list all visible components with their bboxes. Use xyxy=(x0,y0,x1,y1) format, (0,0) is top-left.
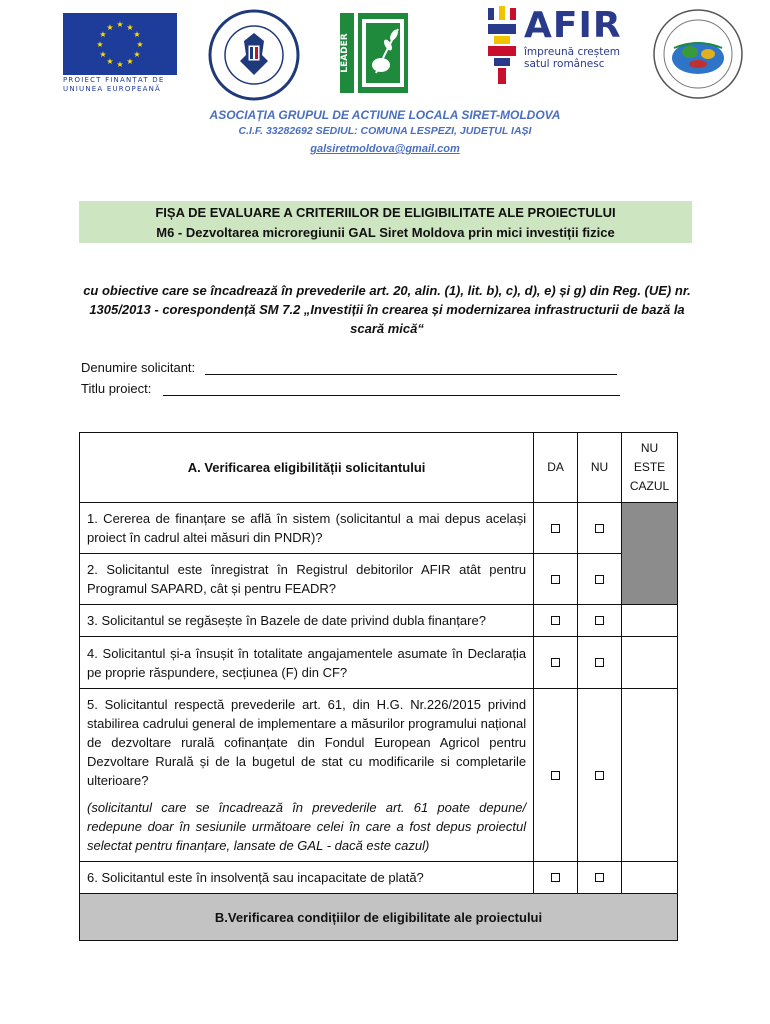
criterion-3-nu-checkbox[interactable] xyxy=(595,616,604,625)
leader-logo xyxy=(340,13,408,93)
svg-text:★: ★ xyxy=(99,30,107,39)
section-a-heading: A. Verificarea eligibilității solicitantului xyxy=(80,433,534,503)
afir-logo xyxy=(524,6,634,70)
section-b-heading-text: B.Verificarea condițiilor de eligibilitate ale proiectului xyxy=(214,909,543,925)
form-title xyxy=(79,201,692,243)
criterion-5-note: (solicitantul care se încadrează în prevederile art. 61 poate depune/ redepune doar în sesiunile următoare celei în care a fost depus proiectul selectat pentru finanțare, lansate de GAL - dacă este cazul) xyxy=(87,800,527,853)
form-subtitle: cu obiective care se încadrează în prevederile art. 20, alin. (1), lit. b), c), d), e) și g) din Reg. (UE) nr. 1305/2013 - corespondență SM 7.2 „Investiții în crearea și modernizarea infrastructurii de bază la scară mică“ xyxy=(83,283,691,336)
criterion-5-da-checkbox[interactable] xyxy=(551,771,560,780)
criterion-1-text: 1. Cererea de finanțare se află în sistem (solicitantul a mai depus același proiect în cadrul altei măsuri din PNDR)? xyxy=(80,503,534,554)
col-na-header: NU ESTE CAZUL xyxy=(622,433,678,503)
criterion-6-nu-checkbox[interactable] xyxy=(595,873,604,882)
col-nu-header: NU xyxy=(578,433,622,503)
criterion-2-nu-checkbox[interactable] xyxy=(595,575,604,584)
afir-mark-icon xyxy=(486,6,518,86)
criterion-4-da-checkbox[interactable] xyxy=(551,658,560,667)
table-row xyxy=(80,605,678,637)
criterion-5-text: 5. Solicitantul respectă prevederile art. 61, din H.G. Nr.226/2015 privind stabilirea cadrului general de implementare a măsurilor programului național de dezvoltare rurală cofinanțate din Fondul European Agricol pentru Dezvoltare Rurală și de la bugetul de stat cu modificarile si completarile ulterioare? xyxy=(87,697,527,788)
criterion-5-nu-checkbox[interactable] xyxy=(595,771,604,780)
afir-tagline-2: satul românesc xyxy=(524,58,605,70)
table-row xyxy=(80,637,678,689)
criterion-3-text: 3. Solicitantul se regăsește în Bazele de date privind dubla finanțare? xyxy=(80,605,534,637)
criterion-1-da-checkbox[interactable] xyxy=(551,524,560,533)
applicant-name-input-line[interactable] xyxy=(205,374,617,375)
svg-text:★: ★ xyxy=(133,50,141,59)
svg-text:★: ★ xyxy=(133,30,141,39)
afir-wordmark: AFIR xyxy=(524,5,622,46)
svg-text:★: ★ xyxy=(116,60,124,69)
gal-siret-moldova-logo xyxy=(652,8,744,100)
table-row xyxy=(80,503,678,554)
criterion-6-text: 6. Solicitantul este în insolvență sau incapacitate de plată? xyxy=(80,862,534,894)
eu-caption: PROIECT FINANȚAT DE UNIUNEA EUROPEANĂ xyxy=(63,76,165,93)
not-applicable-shaded-cell xyxy=(622,503,678,605)
svg-text:★: ★ xyxy=(96,40,104,49)
svg-text:★: ★ xyxy=(106,23,114,32)
criterion-1-nu-checkbox[interactable] xyxy=(595,524,604,533)
table-row xyxy=(80,689,678,862)
organization-cif: C.I.F. 33282692 SEDIUL: COMUNA LESPEZI, JUDEȚUL IAȘI xyxy=(238,125,532,137)
criterion-2-text: 2. Solicitantul este înregistrat în Registrul debitorilor AFIR atât pentru Programul SAPARD, cât și pentru FEADR? xyxy=(80,554,534,605)
criterion-3-da-checkbox[interactable] xyxy=(551,616,560,625)
criterion-5-cell xyxy=(80,689,534,862)
government-seal-logo xyxy=(208,9,300,101)
svg-text:★: ★ xyxy=(99,50,107,59)
svg-text:★: ★ xyxy=(126,23,134,32)
afir-tagline-1: împreună creștem xyxy=(524,46,621,58)
form-title-line-1: FIȘA DE EVALUARE A CRITERIILOR DE ELIGIBILITATE ALE PROIECTULUI xyxy=(155,205,616,220)
criterion-4-nu-checkbox[interactable] xyxy=(595,658,604,667)
svg-text:★: ★ xyxy=(136,40,144,49)
table-row xyxy=(80,862,678,894)
form-title-line-2: M6 - Dezvoltarea microregiunii GAL Siret Moldova prin mici investiții fizice xyxy=(156,225,615,240)
svg-text:LEADER: LEADER xyxy=(340,33,350,73)
criterion-5-na-cell xyxy=(622,689,678,862)
criterion-6-da-checkbox[interactable] xyxy=(551,873,560,882)
table-row xyxy=(80,554,678,605)
criterion-4-na-cell xyxy=(622,637,678,689)
applicant-name-label: Denumire solicitant: xyxy=(81,360,196,375)
eligibility-table xyxy=(79,432,678,941)
logo-strip xyxy=(0,0,770,100)
section-b-heading xyxy=(80,894,678,941)
criterion-6-na-cell xyxy=(622,862,678,894)
criterion-4-text: 4. Solicitantul și-a însușit în totalitate angajamentele asumate în Declarația pe proprie răspundere, secțiunea (F) din CF? xyxy=(80,637,534,689)
svg-text:★: ★ xyxy=(126,57,134,66)
col-da-header: DA xyxy=(534,433,578,503)
criterion-2-da-checkbox[interactable] xyxy=(551,575,560,584)
svg-text:★: ★ xyxy=(106,57,114,66)
project-title-input-line[interactable] xyxy=(163,395,620,396)
table-header-row xyxy=(80,433,678,503)
eu-flag-logo xyxy=(63,13,177,75)
svg-text:★: ★ xyxy=(116,20,124,29)
organization-email-link[interactable]: galsiretmoldova@gmail.com xyxy=(310,143,460,155)
section-b-row xyxy=(80,894,678,941)
organization-name: ASOCIAȚIA GRUPUL DE ACTIUNE LOCALA SIRET-MOLDOVA xyxy=(209,108,561,122)
criterion-3-na-cell xyxy=(622,605,678,637)
project-title-label: Titlu proiect: xyxy=(81,381,152,396)
